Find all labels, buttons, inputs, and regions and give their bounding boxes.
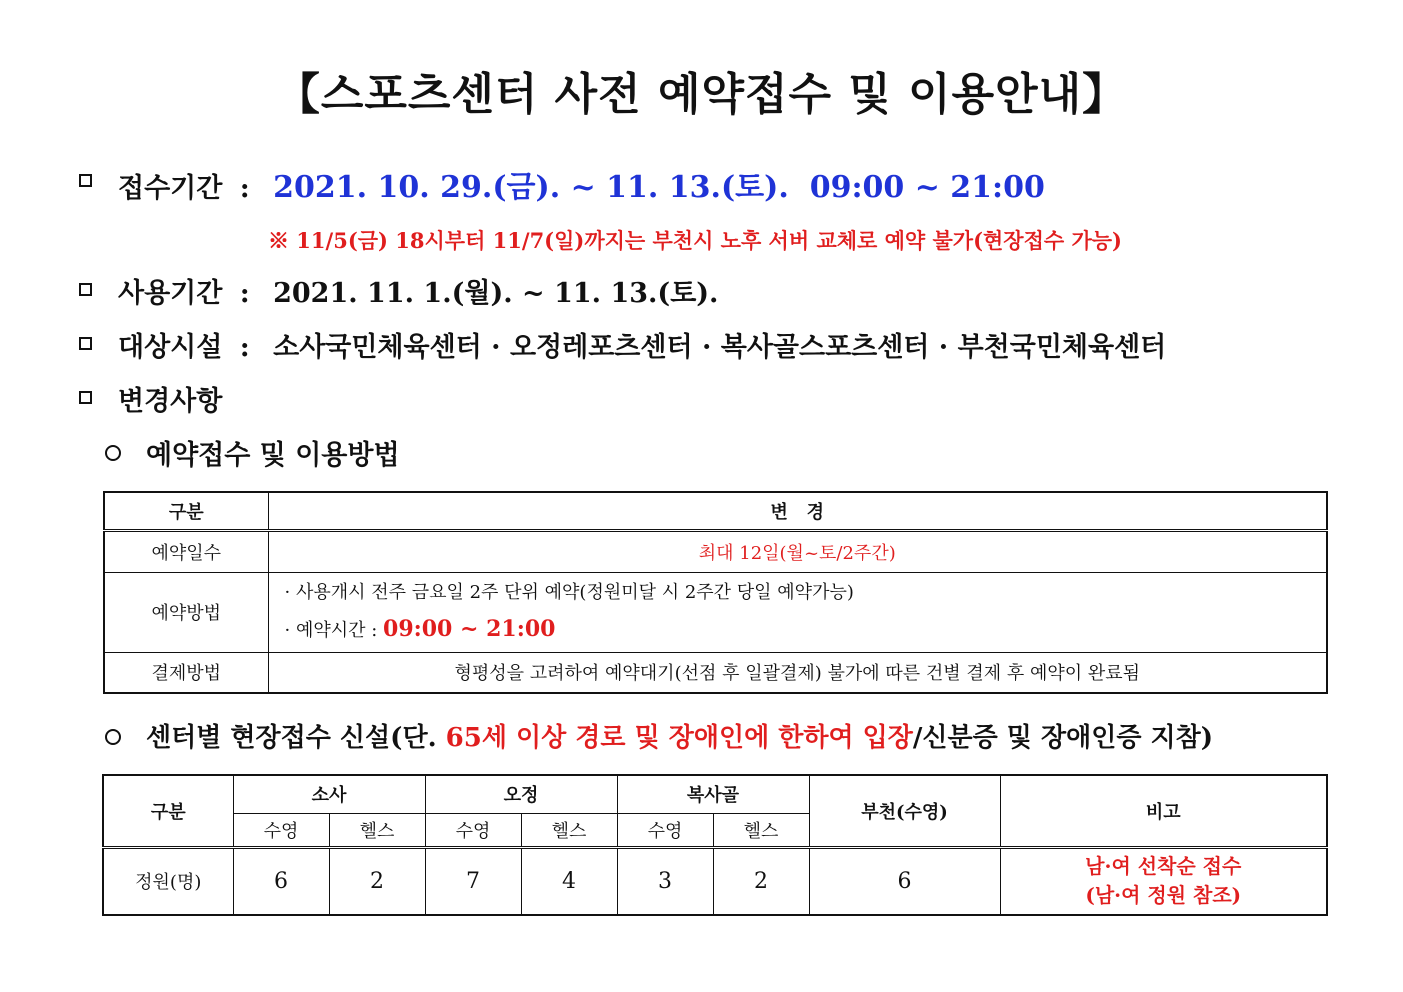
capacity-value: 3 <box>617 847 713 915</box>
facilities-list: 소사국민체육센터 · 오정레포츠센터 · 복사골스포츠센터 · 부천국민체육센터 <box>273 332 1167 363</box>
section2-label-part1: 센터별 현장접수 신설(단. <box>146 723 446 753</box>
facilities-colon: : <box>239 332 250 363</box>
sub-header: 헬스 <box>329 813 425 847</box>
sub-header: 헬스 <box>521 813 617 847</box>
row-value: 최대 12일(월~토/2주간) <box>268 530 1327 572</box>
section2-label-highlight: 65세 이상 경로 및 장애인에 한하여 입장 <box>445 723 913 753</box>
sub-header: 헬스 <box>713 813 809 847</box>
section2-label-part2: /신분증 및 장애인증 지참) <box>912 723 1214 753</box>
table-header-change: 변 경 <box>268 492 1327 530</box>
row-label: 예약일수 <box>104 530 268 572</box>
remarks-value <box>1000 847 1327 915</box>
center-header-boksagol: 복사골 <box>617 775 809 813</box>
row-value <box>268 572 1327 652</box>
capacity-value: 2 <box>713 847 809 915</box>
method-time-prefix: · 예약시간 : <box>284 620 384 641</box>
table-row <box>104 652 1327 693</box>
section2-label <box>146 717 1213 754</box>
row-label: 결제방법 <box>104 652 268 693</box>
usage-colon: : <box>239 278 250 309</box>
table-row <box>103 847 1327 915</box>
reception-label: 접수기간 <box>118 173 223 204</box>
capacity-value: 7 <box>425 847 521 915</box>
section1-label: 예약접수 및 이용방법 <box>146 440 400 471</box>
remark-line-1: 남·여 선착순 접수 <box>1085 854 1242 879</box>
table-header-gubun: 구분 <box>104 492 268 530</box>
sub-header: 수영 <box>233 813 329 847</box>
sub-header: 수영 <box>617 813 713 847</box>
checkbox-bullet-icon <box>79 283 92 296</box>
center-header-bucheon: 부천(수영) <box>809 775 1000 847</box>
method-time-value: 09:00 ~ 21:00 <box>383 616 556 642</box>
method-line-2 <box>285 611 1327 649</box>
checkbox-bullet-icon <box>79 174 92 187</box>
table-header-gubun: 구분 <box>103 775 233 847</box>
facilities-label: 대상시설 <box>118 332 223 363</box>
usage-period: 2021. 11. 1.(월). ~ 11. 13.(토). <box>273 278 719 309</box>
capacity-value: 2 <box>329 847 425 915</box>
capacity-value: 4 <box>521 847 617 915</box>
remark-line-2: (남·여 정원 참조) <box>1085 883 1242 908</box>
reception-colon: : <box>239 173 250 204</box>
bucheon-capacity-value: 6 <box>809 847 1000 915</box>
capacity-value: 6 <box>233 847 329 915</box>
row-label: 예약방법 <box>104 572 268 652</box>
row-value: 형평성을 고려하여 예약대기(선점 후 일괄결제) 불가에 따른 건별 결제 후 예약이 완료됨 <box>268 652 1327 693</box>
remarks-header: 비고 <box>1000 775 1327 847</box>
usage-row <box>118 271 718 310</box>
row-label: 정원(명) <box>103 847 233 915</box>
checkbox-bullet-icon <box>79 337 92 350</box>
center-header-ojeong: 오정 <box>425 775 617 813</box>
checkbox-bullet-icon <box>79 391 92 404</box>
circle-bullet-icon <box>105 445 121 461</box>
onsite-reception-table <box>102 774 1328 916</box>
reception-row <box>118 162 1045 206</box>
table-row <box>104 530 1327 572</box>
reservation-method-table <box>103 491 1328 694</box>
facilities-row <box>118 325 1166 364</box>
method-line-1: · 사용개시 전주 금요일 2주 단위 예약(정원미달 시 2주간 당일 예약가능) <box>284 582 854 603</box>
reception-notice: ※ 11/5(금) 18시부터 11/7(일)까지는 부천시 노후 서버 교체로 예약 불가(현장접수 가능) <box>268 228 1122 253</box>
reception-period: 2021. 10. 29.(금). ~ 11. 13.(토). 09:00 ~ 21:00 <box>273 170 1045 205</box>
circle-bullet-icon <box>105 729 121 745</box>
center-header-sosa: 소사 <box>233 775 425 813</box>
changes-label: 변경사항 <box>118 386 223 417</box>
sub-header: 수영 <box>425 813 521 847</box>
table-row <box>104 572 1327 652</box>
page-title: 【스포츠센터 사전 예약접수 및 이용안내】 <box>275 69 1128 120</box>
usage-label: 사용기간 <box>118 278 223 309</box>
